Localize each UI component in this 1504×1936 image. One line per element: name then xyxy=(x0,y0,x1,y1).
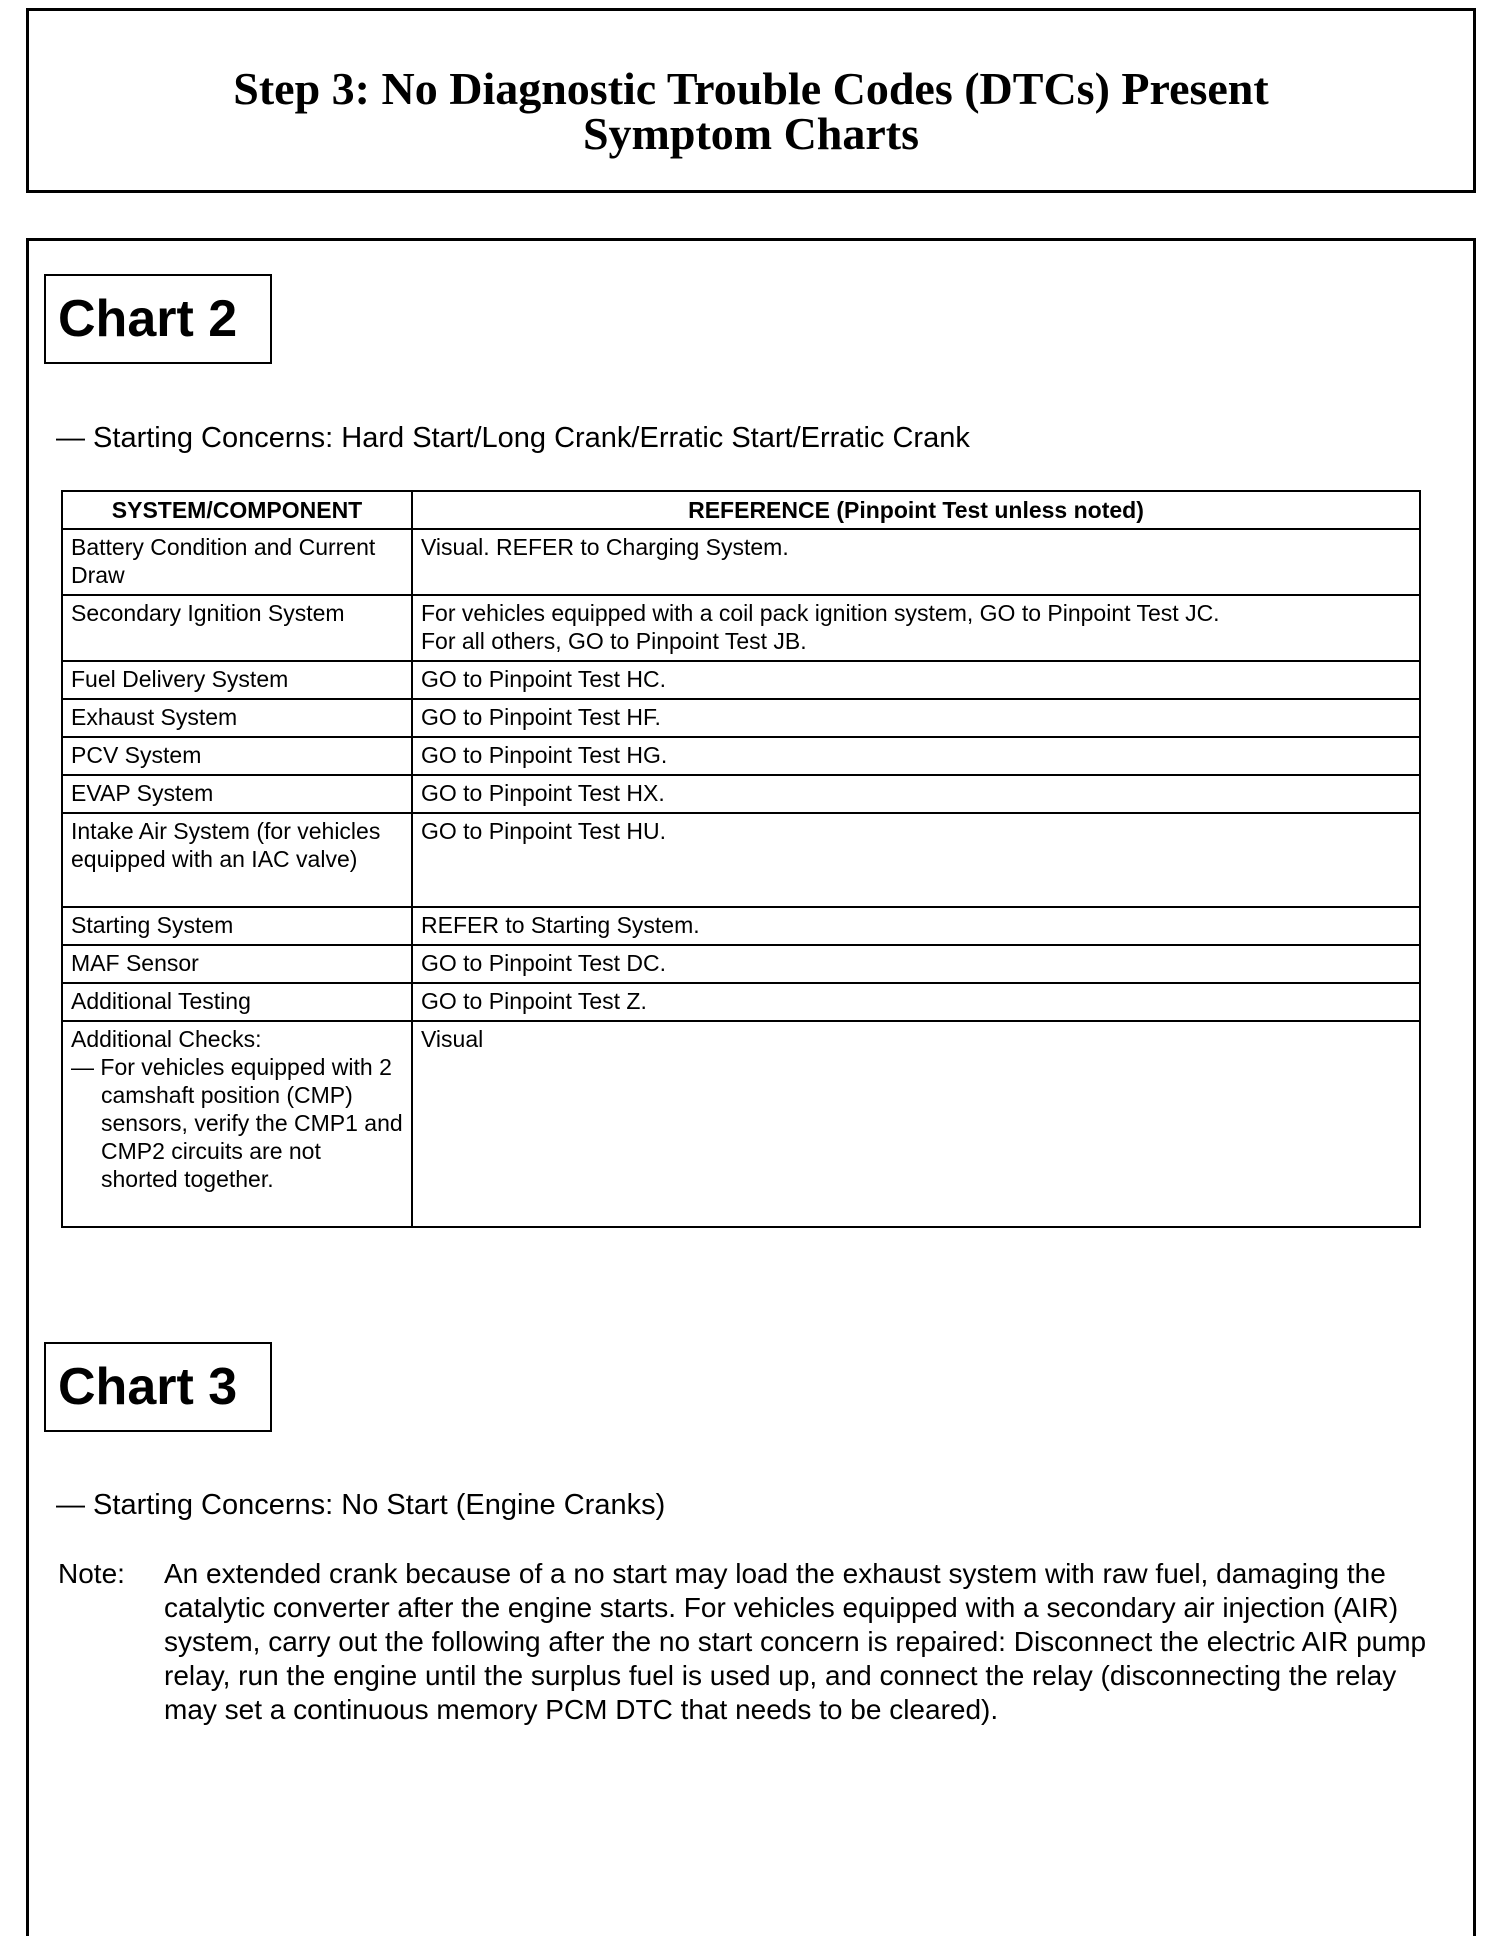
system-cell: Exhaust System xyxy=(62,699,412,737)
reference-cell: GO to Pinpoint Test DC. xyxy=(412,945,1420,983)
system-cell xyxy=(62,1021,412,1227)
table-header-row xyxy=(62,491,1420,529)
page-title-box xyxy=(26,8,1476,193)
system-cell: Fuel Delivery System xyxy=(62,661,412,699)
chart-3-heading: Chart 3 xyxy=(44,1342,272,1432)
reference-cell: GO to Pinpoint Test HF. xyxy=(412,699,1420,737)
table-row xyxy=(62,813,1420,907)
reference-cell: GO to Pinpoint Test HG. xyxy=(412,737,1420,775)
chart-2-heading: Chart 2 xyxy=(44,274,272,364)
page-title: Step 3: No Diagnostic Trouble Codes (DTCs) Present xyxy=(233,63,1269,114)
table-row xyxy=(62,699,1420,737)
system-cell: Battery Condition and Current Draw xyxy=(62,529,412,595)
system-cell: Secondary Ignition System xyxy=(62,595,412,661)
system-label: Additional Checks: xyxy=(71,1026,262,1052)
system-cell: Starting System xyxy=(62,907,412,945)
page-subtitle: Symptom Charts xyxy=(582,108,920,159)
reference-cell: GO to Pinpoint Test Z. xyxy=(412,983,1420,1021)
reference-cell: Visual. REFER to Charging System. xyxy=(412,529,1420,595)
table-row xyxy=(62,737,1420,775)
system-sub-item: — For vehicles equipped with 2 camshaft position (CMP) sensors, verify the CMP1 and CMP2 circuits are not shorted together. xyxy=(71,1054,403,1192)
system-cell: PCV System xyxy=(62,737,412,775)
table-row xyxy=(62,595,1420,661)
system-cell: EVAP System xyxy=(62,775,412,813)
reference-line: For all others, GO to Pinpoint Test JB. xyxy=(421,628,807,654)
reference-cell xyxy=(412,595,1420,661)
column-header-system: SYSTEM/COMPONENT xyxy=(62,491,412,529)
system-cell: MAF Sensor xyxy=(62,945,412,983)
table-row xyxy=(62,1021,1420,1227)
reference-cell: Visual xyxy=(412,1021,1420,1227)
reference-line: For vehicles equipped with a coil pack ignition system, GO to Pinpoint Test JC. xyxy=(421,600,1220,626)
system-cell: Intake Air System (for vehicles equipped with an IAC valve) xyxy=(62,813,412,907)
table-row xyxy=(62,907,1420,945)
table-row xyxy=(62,945,1420,983)
reference-cell: GO to Pinpoint Test HC. xyxy=(412,661,1420,699)
chart-2-table xyxy=(61,490,1421,1228)
note-text: An extended crank because of a no start may load the exhaust system with raw fuel, damaging the catalytic converter after the engine starts. For vehicles equipped with a secondary air injection (AIR) system, carry out the following after the no start concern is repaired: Disconnect the electric AIR pump relay, run the engine until the surplus fuel is used up, and connect the relay (disconnecting the relay may set a continuous memory PCM DTC that needs to be cleared). xyxy=(164,1558,1427,1725)
column-header-reference: REFERENCE (Pinpoint Test unless noted) xyxy=(412,491,1420,529)
reference-cell: REFER to Starting System. xyxy=(412,907,1420,945)
table-row xyxy=(62,529,1420,595)
reference-cell: GO to Pinpoint Test HU. xyxy=(412,813,1420,907)
table-row xyxy=(62,661,1420,699)
chart-2-concern: — Starting Concerns: Hard Start/Long Crank/Erratic Start/Erratic Crank xyxy=(56,422,970,454)
system-cell: Additional Testing xyxy=(62,983,412,1021)
chart-3-concern: — Starting Concerns: No Start (Engine Cranks) xyxy=(56,1489,666,1521)
table-row xyxy=(62,775,1420,813)
table-row xyxy=(62,983,1420,1021)
reference-cell: GO to Pinpoint Test HX. xyxy=(412,775,1420,813)
note-label: Note: xyxy=(58,1558,125,1589)
